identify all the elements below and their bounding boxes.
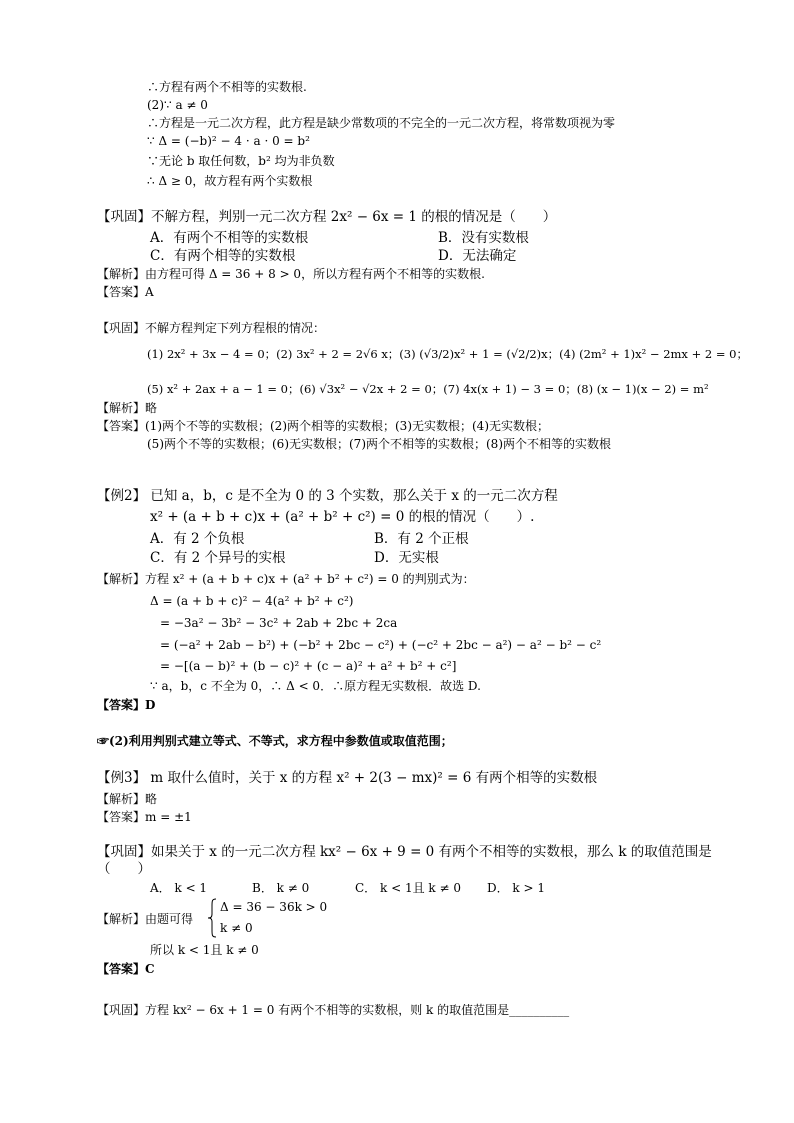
ex3-analysis: 【解析】略 bbox=[97, 792, 158, 806]
q1-option-b: B．没有实数根 bbox=[438, 230, 529, 246]
q1-analysis: 【解析】由方程可得 Δ = 36 + 8 > 0，所以方程有两个不相等的实数根. bbox=[97, 267, 485, 281]
q3-option-d: D． k > 1 bbox=[487, 881, 546, 895]
intro-line-1: ∴方程有两个不相等的实数根. bbox=[147, 80, 307, 94]
q3-stem-line-1: 【巩固】如果关于 x 的一元二次方程 kx² − 6x + 9 = 0 有两个不相等的实数根，那么 k 的取值范围是 bbox=[97, 844, 712, 860]
ex2-option-c: C．有 2 个异号的实根 bbox=[150, 550, 286, 566]
q3-stem-line-2: （ ） bbox=[97, 861, 151, 877]
q1-option-a: A．有两个不相等的实数根 bbox=[150, 230, 309, 246]
q3-option-b: B． k ≠ 0 bbox=[252, 881, 310, 895]
intro-line-3: ∴方程是一元二次方程，此方程是缺少常数项的不完全的一元二次方程，将常数项视为零 bbox=[147, 116, 616, 130]
q3-analysis-line-2: 所以 k < 1且 k ≠ 0 bbox=[150, 943, 259, 957]
system-brace-icon bbox=[207, 898, 217, 938]
ex2-option-b: B．有 2 个正根 bbox=[374, 531, 469, 547]
q4-stem: 【巩固】方程 kx² − 6x + 1 = 0 有两个不相等的实数根，则 k 的取值范围是__________ bbox=[97, 1003, 570, 1017]
q1-stem: 【巩固】不解方程，判别一元二次方程 2x² − 6x = 1 的根的情况是（ ） bbox=[97, 209, 557, 225]
intro-line-4: ∵ Δ = (−b)² − 4 · a · 0 = b² bbox=[147, 134, 310, 148]
ex2-analysis-line-4: = (−a² + 2ab − b²) + (−b² + 2bc − c²) + (−c² + 2bc − a²) − a² − b² − c² bbox=[160, 638, 602, 652]
ex2-stem-line-1: 【例2】 已知 a，b，c 是不全为 0 的 3 个实数，那么关于 x 的一元二次方程 bbox=[97, 488, 558, 504]
q3-analysis-label: 【解析】由题可得 bbox=[97, 912, 194, 926]
intro-line-2: (2)∵ a ≠ 0 bbox=[147, 98, 208, 112]
q3-option-c: C． k < 1且 k ≠ 0 bbox=[355, 881, 461, 895]
ex2-stem-line-2: x² + (a + b + c)x + (a² + b² + c²) = 0 的根的情况（ ）. bbox=[150, 509, 535, 525]
ex2-analysis-line-1: 【解析】方程 x² + (a + b + c)x + (a² + b² + c²) = 0 的判别式为： bbox=[97, 572, 475, 586]
q1-answer: 【答案】A bbox=[97, 285, 154, 299]
q3-system-eq-2: k ≠ 0 bbox=[220, 921, 253, 935]
q1-option-d: D．无法确定 bbox=[438, 248, 517, 264]
ex2-analysis-line-3: = −3a² − 3b² − 3c² + 2ab + 2bc + 2ca bbox=[160, 616, 398, 630]
intro-line-6: ∴ Δ ≥ 0，故方程有两个实数根 bbox=[147, 174, 313, 188]
q3-option-a: A． k < 1 bbox=[150, 881, 208, 895]
q3-answer: 【答案】C bbox=[97, 962, 155, 976]
ex2-analysis-line-6: ∵ a，b，c 不全为 0，∴ Δ < 0．∴原方程无实数根．故选 D. bbox=[150, 679, 481, 693]
ex2-analysis-line-2: Δ = (a + b + c)² − 4(a² + b² + c²) bbox=[150, 594, 354, 608]
ex2-answer: 【答案】D bbox=[97, 698, 156, 712]
q2-analysis: 【解析】略 bbox=[97, 401, 158, 415]
intro-line-5: ∵无论 b 取任何数，b² 均为非负数 bbox=[147, 154, 335, 168]
q1-option-c: C．有两个相等的实数根 bbox=[150, 248, 296, 264]
q2-stem: 【巩固】不解方程判定下列方程根的情况： bbox=[97, 321, 326, 335]
ex3-stem: 【例3】 m 取什么值时，关于 x 的方程 x² + 2(3 − mx)² = 6 有两个相等的实数根 bbox=[97, 770, 598, 786]
ex2-option-d: D．无实根 bbox=[374, 550, 439, 566]
q2-answer-line-1: 【答案】(1)两个不等的实数根；(2)两个相等的实数根；(3)无实数根；(4)无实数根； bbox=[97, 419, 549, 433]
ex2-analysis-line-5: = −[(a − b)² + (b − c)² + (c − a)² + a² + b² + c²] bbox=[160, 659, 457, 673]
q2-equations-row-1: (1) 2x² + 3x − 4 = 0；(2) 3x² + 2 = 2√6 x；(3) (√3/2)x² + 1 = (√2/2)x；(4) (2m² + 1)x² − 2mx + 2 = 0； bbox=[147, 347, 748, 361]
q2-equations-row-2: (5) x² + 2ax + a − 1 = 0；(6) √3x² − √2x + 2 = 0；(7) 4x(x + 1) − 3 = 0；(8) (x − 1)(x − 2) = m² bbox=[147, 382, 709, 396]
section-heading: ☞(2)利用判别式建立等式、不等式，求方程中参数值或取值范围； bbox=[97, 734, 453, 748]
ex2-option-a: A．有 2 个负根 bbox=[150, 531, 245, 547]
ex3-answer: 【答案】m = ±1 bbox=[97, 810, 192, 824]
q2-answer-line-2: (5)两个不等的实数根；(6)无实数根；(7)两个不相等的实数根；(8)两个不相等的实数根 bbox=[147, 437, 611, 451]
q3-system-eq-1: Δ = 36 − 36k > 0 bbox=[220, 900, 328, 914]
